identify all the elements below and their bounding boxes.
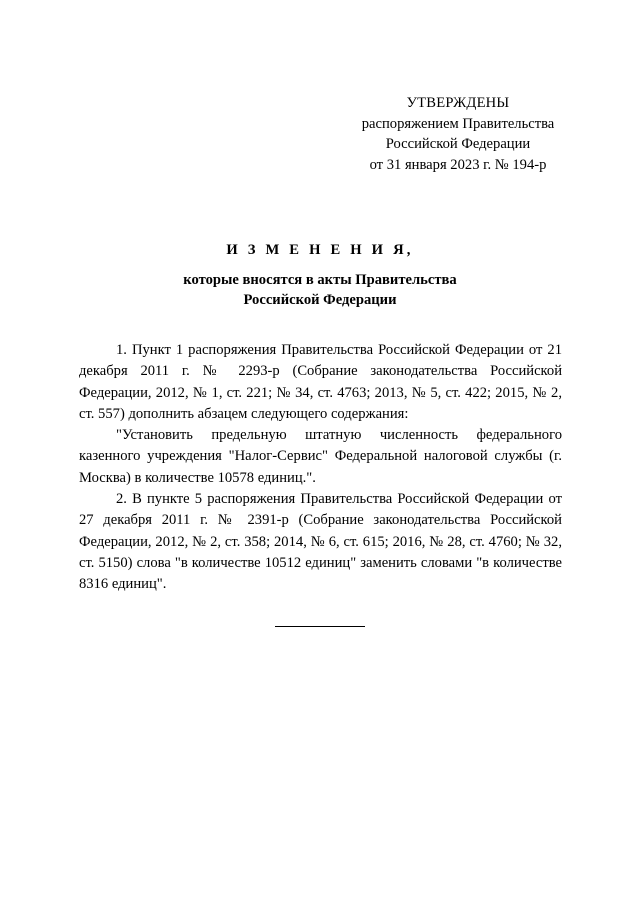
- paragraph-3: 2. В пункте 5 распоряжения Правительства Российской Федерации от 27 декабря 2011 г. № 2391-р (Собрание законодательства Российской Федерации, 2012, № 2, ст. 358; 2014, № 6, ст. 615; 2016, № 28, ст. 4760; № 32, ст. 5150) слова "в количестве 10512 единиц" заменить словами "в количестве 8316 единиц".: [79, 491, 562, 593]
- document-body: [79, 340, 562, 596]
- paragraph-2: "Установить предельную штатную численность федерального казенного учреждения "Налог-Сервис" Федеральной налоговой службы (г. Москва) в количестве 10578 единиц.".: [79, 427, 562, 486]
- approval-line-2: Российской Федерации: [385, 136, 531, 152]
- paragraph-1: 1. Пункт 1 распоряжения Правительства Российской Федерации от 21 декабря 2011 г. № 2293-р (Собрание законодательства Российской Федерации, 2012, № 1, ст. 221; № 34, ст. 4763; 2013, № 5, ст. 422; 2015, № 2, ст. 557) дополнить абзацем следующего содержания:: [79, 342, 562, 422]
- title-subline-2: Российской Федерации: [243, 292, 397, 308]
- title-subline-1: которые вносятся в акты Правительства: [183, 271, 457, 288]
- approval-heading: УТВЕРЖДЕНЫ: [406, 95, 510, 111]
- approval-line-3: от 31 января 2023 г. № 194-р: [369, 156, 547, 173]
- document-title: [80, 240, 560, 311]
- end-divider: [275, 626, 365, 627]
- approval-line-1: распоряжением Правительства: [361, 115, 555, 132]
- approval-stamp: [342, 93, 574, 175]
- title-heading: И З М Е Н Е Н И Я,: [226, 242, 414, 258]
